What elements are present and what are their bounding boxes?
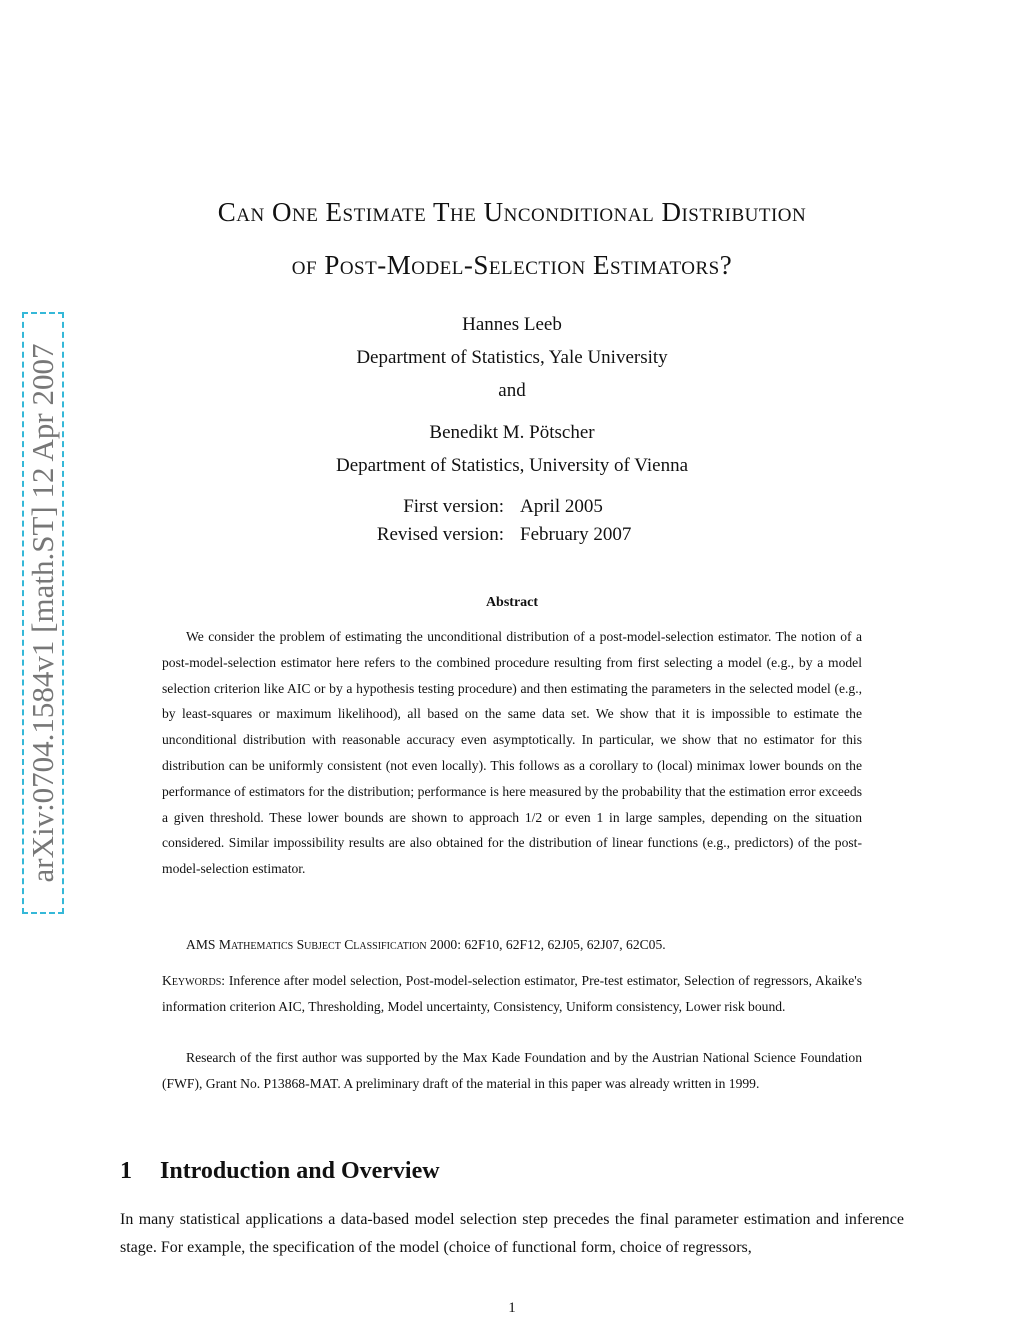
keywords-list: Inference after model selection, Post-model-selection estimator, Pre-test estimator, Selection of regressors, Akaike's information criterion AIC, Thresholding, Model uncertainty, Consistency, Uniform consistency, Lower risk bound. (162, 973, 862, 1014)
ams-classification-codes: 2000: 62F10, 62F12, 62J05, 62J07, 62C05. (426, 937, 666, 952)
arxiv-identifier-stamp: arXiv:0704.1584v1 [math.ST] 12 Apr 2007 (22, 312, 64, 914)
keywords-label: Keywords: (162, 973, 226, 988)
section-1-text: In many statistical applications a data-based model selection step precedes the final parameter estimation and inference stage. For example, the specification of the model (choice of functional form, choice of regressors, (120, 1211, 904, 1256)
abstract-text: We consider the problem of estimating the unconditional distribution of a post-model-selection estimator. The notion of a post-model-selection estimator here refers to the combined procedure resulting from first selecting a model (e.g., by a model selection criterion like AIC or by a hypothesis testing procedure) and then estimating the parameters in the selected model (e.g., by least-squares or maximum likelihood), all based on the same data set. We show that it is impossible to estimate the unconditional distribution with reasonable accuracy even asymptotically. In particular, we show that no estimator for this distribution can be uniformly consistent (not even locally). This follows as a corollary to (local) minimax lower bounds on the performance of estimators for the distribution; performance is here measured by the probability that the estimation error exceeds a given threshold. These lower bounds are shown to approach 1/2 or even 1 in large samples, depending on the situation considered. Similar impossibility results are also obtained for the distribution of linear functions (e.g., predictors) of the post-model-selection estimator. (162, 629, 862, 877)
abstract-heading: Abstract (485, 595, 539, 610)
revised-version-line (0, 521, 1024, 549)
author-1-affiliation: Department of Statistics, Yale University (356, 347, 668, 368)
authors-conjunction: and (498, 380, 526, 401)
page-number: 1 (508, 1300, 516, 1316)
revised-version-label: Revised version: (376, 524, 504, 545)
paper-title-line-1: Can One Estimate The Unconditional Distribution (217, 197, 807, 227)
funding-footnote: Research of the first author was supported by the Max Kade Foundation and by the Austrian National Science Foundation (FWF), Grant No. P13868-MAT. A preliminary draft of the material in this paper was already written in 1999. (162, 1050, 862, 1091)
section-1-number: 1 (120, 1158, 132, 1184)
keywords (162, 968, 862, 1020)
revised-version-date: February 2007 (520, 524, 632, 545)
first-version-label: First version: (403, 496, 504, 517)
first-version-date: April 2005 (520, 496, 603, 517)
author-2-name: Benedikt M. Pötscher (429, 422, 595, 443)
section-1-title: Introduction and Overview (160, 1158, 440, 1184)
paper-title-line-2: of Post-Model-Selection Estimators? (291, 250, 733, 280)
author-2-affiliation: Department of Statistics, University of Vienna (335, 455, 689, 476)
author-1-name: Hannes Leeb (462, 314, 562, 335)
ams-classification (162, 932, 862, 958)
section-1-heading (120, 1158, 440, 1185)
first-version-line (0, 493, 1024, 521)
ams-classification-label: AMS Mathematics Subject Classification (186, 937, 427, 952)
